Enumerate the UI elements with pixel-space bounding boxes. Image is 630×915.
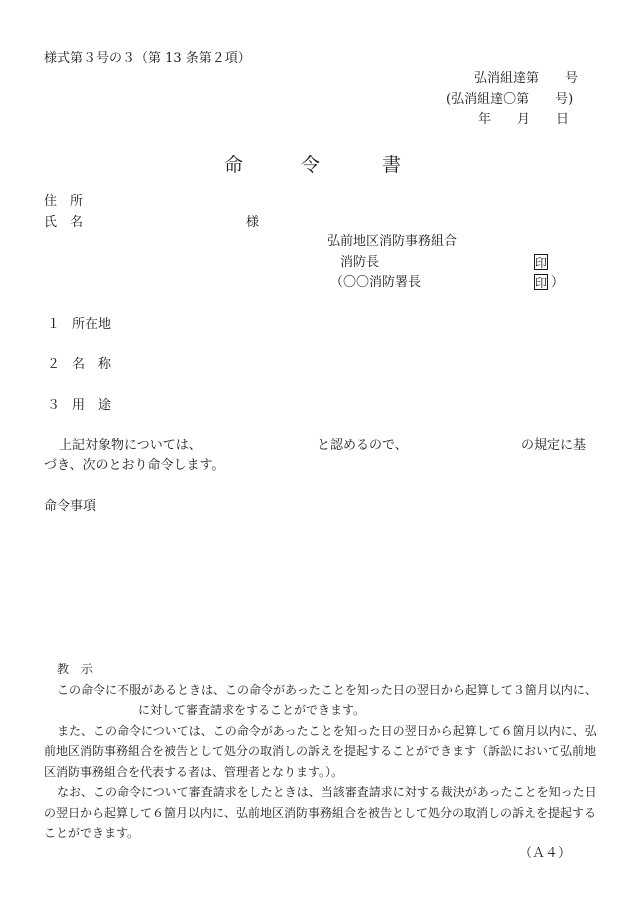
body-part-3: の規定に基 [521,438,587,453]
seal-mark: 印 [535,256,548,270]
title-char-2: 令 [301,154,321,176]
notice-line-7: の翌日から起算して６箇月以内に、弘前地区消防事務組合を被告として処分の取消しの訴えを提起する [44,806,597,820]
body-part-2: と認めるので、 [317,438,408,453]
item-3-number: ３ [47,398,61,413]
item-2-number: ２ [47,357,61,372]
body-line-2: づき、次のとおり命令します。 [44,458,225,473]
close-paren: ） [551,275,565,290]
notice-line-4: 前地区消防事務組合を被告として処分の取消しの訴えを提起することができます（訴訟において弘前地 [44,744,597,758]
item-1-number: １ [47,317,61,332]
notice-line-3: また、この命令については、この命令があったことを知った日の翌日から起算して６箇月以内に、弘 [57,724,597,738]
notice-line-1: この命令に不服があるときは、この命令があったことを知った日の翌日から起算して３箇月以内に、 [57,683,597,697]
notice-line-5: 区消防事務組合を代表する者は、管理者となります。）。 [44,765,344,779]
issuer-alt-chief: （〇〇消防署長 [330,275,422,290]
body-part-1: 上記対象物については、 [59,438,202,453]
issue-date: 年 月 日 [478,112,570,127]
item-2-label: 名 称 [72,357,112,372]
document-number-alt: (弘消組達〇第 号) [446,92,574,107]
notice-line-6: なお、この命令について審査請求をしたときは、当該審査請求に対する裁決があったことを知った日 [57,785,597,799]
title-char-3: 書 [382,154,402,176]
orders-label: 命令事項 [44,499,97,514]
form-number: 様式第３号の３（第 13 条第２項） [44,51,251,66]
seal-mark-alt: 印 [535,276,548,290]
document-number: 弘消組達第 号 [474,71,579,86]
honorific: 様 [246,215,260,230]
notice-line-8: ことができます。 [44,826,140,840]
address-label: 住 所 [44,194,84,209]
paper-size-label: （Ａ４） [519,846,572,861]
issuer-organization: 弘前地区消防事務組合 [327,234,458,249]
title-char-1: 命 [224,154,244,176]
notice-line-2: に対して審査請求をすることができます。 [138,703,366,717]
name-label: 氏 名 [44,215,84,230]
item-3-label: 用 途 [72,398,112,413]
item-1-label: 所在地 [72,317,112,332]
notice-heading: 教 示 [57,662,94,676]
issuer-chief: 消防長 [340,255,380,270]
